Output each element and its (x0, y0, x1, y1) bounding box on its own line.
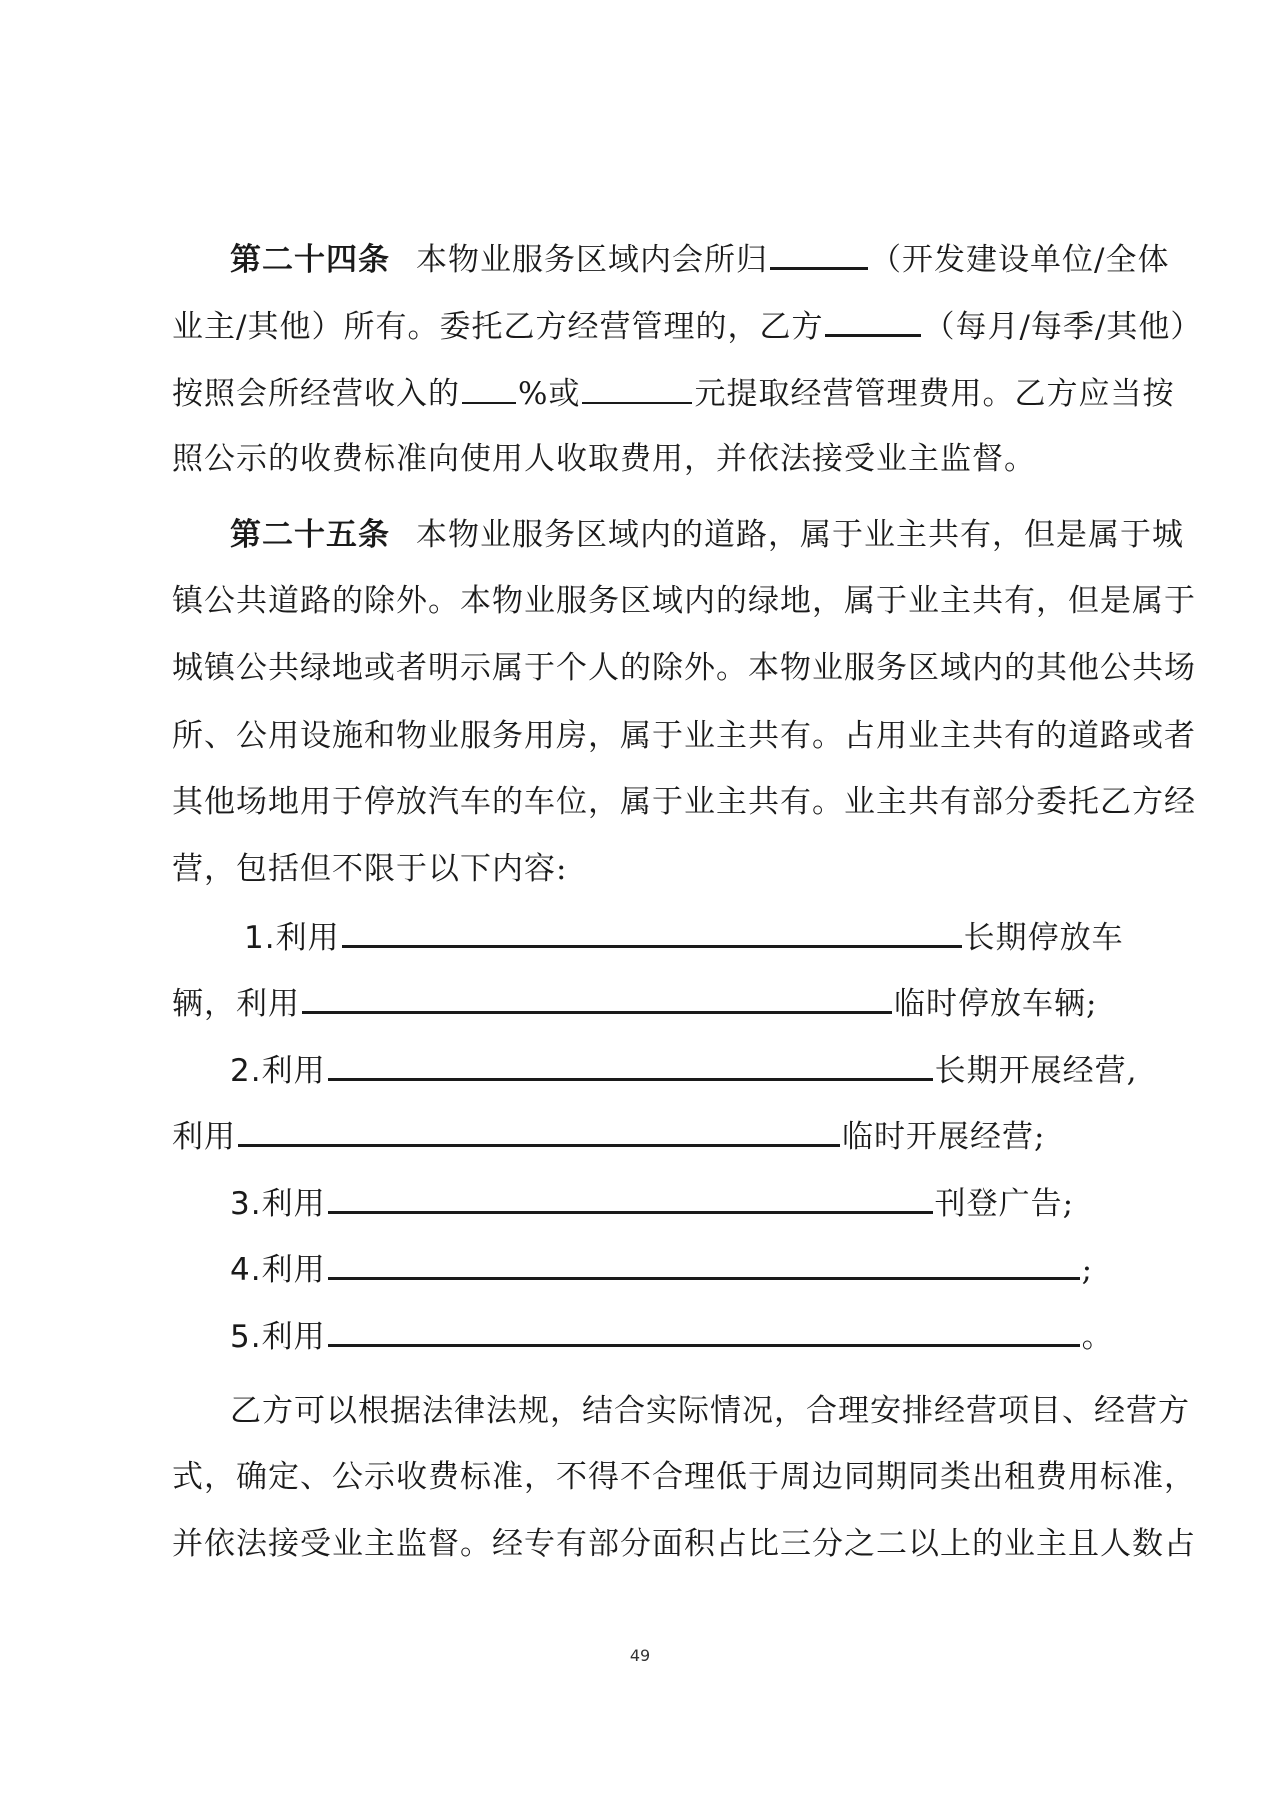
item-5-blank[interactable] (328, 1310, 1080, 1347)
article-24-period-options: （每月/每季/其他） (923, 309, 1203, 345)
item-label: 辆，利用 (172, 986, 300, 1022)
item-label: 利用 (261, 1053, 326, 1089)
article-24-text: 按照会所经营收入的 (172, 376, 460, 412)
period-blank[interactable] (825, 300, 921, 337)
article-25-line-2: 镇公共道路的除外。本物业服务区域内的绿地，属于业主共有，但是属于 (172, 583, 1196, 619)
item-4-line (230, 1243, 1117, 1293)
article-24-text: 元提取经营管理费用。乙方应当按 (694, 376, 1175, 412)
item-label: 利用 (275, 920, 340, 956)
closing-line-3: 并依法接受业主监督。经专有部分面积占比三分之二以上的业主且人数占 (172, 1526, 1196, 1562)
item-label: 临时开展经营; (842, 1119, 1046, 1155)
item-label: 利用 (172, 1119, 236, 1155)
article-25-heading: 第二十五条 (230, 517, 390, 553)
item-2-temporary-blank[interactable] (238, 1110, 840, 1147)
item-1-long-term-blank[interactable] (342, 911, 962, 948)
item-3-line (230, 1177, 1117, 1227)
item-label: 利用 (261, 1186, 326, 1222)
article-24-heading: 第二十四条 (230, 242, 390, 278)
article-24-line-4: 照公示的收费标准向使用人收取费用，并依法接受业主监督。 (172, 441, 1036, 477)
article-24-line-1 (230, 233, 1175, 283)
article-25-line-5: 其他场地用于停放汽车的车位，属于业主共有。业主共有部分委托乙方经 (172, 784, 1196, 820)
item-1-line-1 (244, 911, 1124, 961)
percent-label: %或 (518, 376, 581, 412)
item-label: 利用 (261, 1319, 326, 1355)
item-1-line-2 (172, 977, 1117, 1027)
article-24-text: 本物业服务区域内会所归 (416, 242, 768, 278)
article-24-line-2 (172, 300, 1203, 350)
item-label: 长期开展经营, (934, 1053, 1138, 1089)
article-24-options: （开发建设单位/全体 (870, 242, 1170, 278)
item-label: 利用 (261, 1252, 326, 1288)
article-25-text: 本物业服务区域内的道路，属于业主共有，但是属于城 (416, 517, 1184, 553)
amount-blank[interactable] (582, 368, 692, 404)
item-2-number: 2. (230, 1053, 262, 1089)
item-3-blank[interactable] (328, 1177, 933, 1214)
item-3-number: 3. (230, 1186, 262, 1222)
article-25-line-6: 营，包括但不限于以下内容: (172, 851, 568, 887)
item-1-temporary-blank[interactable] (302, 977, 892, 1014)
page-number: 49 (629, 1646, 651, 1665)
article-24-text: 业主/其他）所有。委托乙方经营管理的，乙方 (172, 309, 824, 345)
item-5-line (230, 1310, 1117, 1360)
article-24-line-3 (172, 368, 1175, 418)
item-label: 长期停放车 (963, 920, 1124, 956)
item-4-number: 4. (230, 1252, 262, 1288)
item-2-long-term-blank[interactable] (328, 1044, 933, 1081)
item-5-number: 5. (230, 1319, 262, 1355)
article-25-line-3: 城镇公共绿地或者明示属于个人的除外。本物业服务区域内的其他公共场 (172, 650, 1196, 686)
item-label: 。 (1081, 1319, 1114, 1355)
item-2-line-1 (230, 1044, 1138, 1094)
item-1-number: 1. (244, 920, 276, 956)
item-2-line-2 (172, 1110, 1117, 1160)
item-label: 刊登广告; (934, 1186, 1075, 1222)
closing-line-1: 乙方可以根据法律法规，结合实际情况，合理安排经营项目、经营方 (230, 1393, 1190, 1429)
article-25-line-1 (230, 510, 1184, 560)
item-4-blank[interactable] (328, 1243, 1080, 1280)
closing-line-2: 式，确定、公示收费标准，不得不合理低于周边同期同类出租费用标准， (172, 1459, 1196, 1495)
owner-blank[interactable] (770, 233, 868, 270)
item-label: 临时停放车辆; (894, 986, 1098, 1022)
article-25-line-4: 所、公用设施和物业服务用房，属于业主共有。占用业主共有的道路或者 (172, 718, 1196, 754)
percent-blank[interactable] (462, 368, 516, 404)
item-label: ; (1081, 1252, 1094, 1288)
